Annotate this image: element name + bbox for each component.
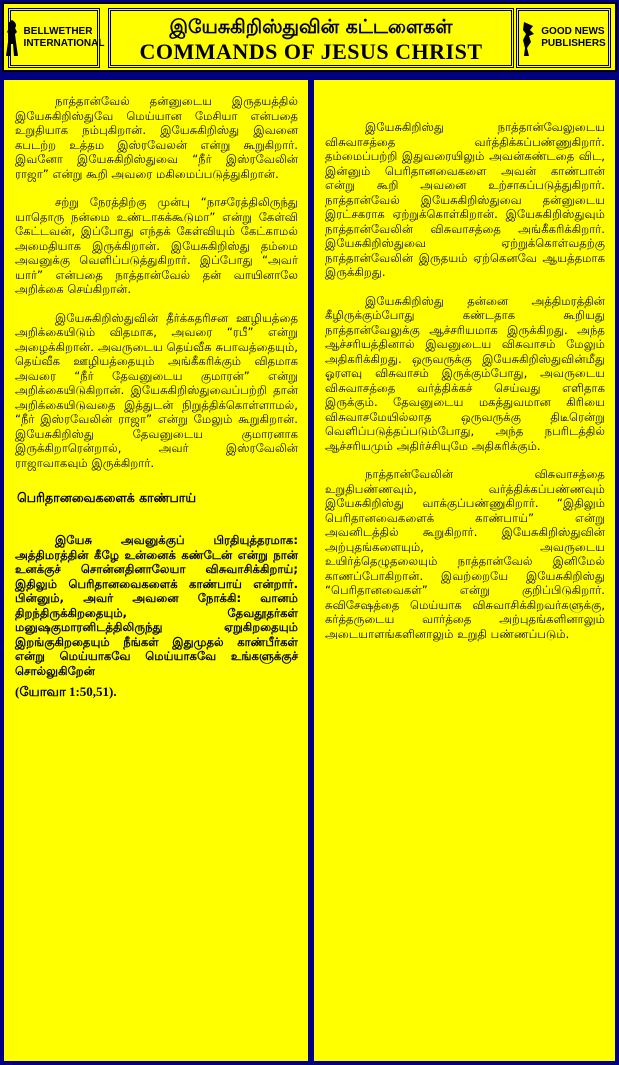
scripture-quote: இயேசு அவனுக்குப் பிரதியுத்தரமாக: அத்திமரத்தின் கீழே உன்னைக் கண்டேன் என்று நான் உனக்குச் சொன்னதினாலேயா விசுவாசிக்கிறாய்; இதிலும் பெரிதானவைகளைக் காண்பாய் என்றார். பின்னும், அவர் அவனை நோக்கி: வானம் திறந்திருக்கிறதையும், தேவதூதர்கள் மனுஷகுமாரனிடத்திலிருந்து ஏறுகிறதையும் இறங்குகிறதையும் நீங்கள் இதுமுதல் காண்பீர்கள் என்று மெய்யாகவே மெய்யாகவே உங்களுக்குச் சொல்லுகிறேன் (15, 533, 298, 678)
logo-left-line1: BELLWETHER (23, 26, 93, 37)
right-paragraph-2: இயேசுகிறிஸ்து தன்னை அத்திமரத்தின் கீழிருக்கும்போது கண்டதாக கூறியது நாத்தான்வேலுக்கு ஆச்சரியமாக இருக்கிறது. அந்த ஆச்சரியத்தினால் இவனுடைய விசுவாசம் மேலும் அதிகரிக்கிறது. ஒருவருக்கு இயேசுகிறிஸ்துவின்மீது ஓரளவு விசுவாசம் இருக்கும்போது, அவருடைய விசுவாசத்தை வர்த்திக்கச் செய்வது எளிதாக இருக்கும். தேவனுடைய மகத்துவமான கிரியை விசுவாசமேயில்லாத ஒருவருக்கு திடீரென்று வெளிப்படுத்தப்படும்போது, அந்த நபரிடத்தில் ஆச்சரியமும் அதிர்ச்சியுமே அதிகரிக்கும். (325, 293, 605, 453)
left-paragraph-1: நாத்தான்வேல் தன்னுடைய இருதயத்தில் இயேசுகிறிஸ்துவே மெய்யான மேசியா என்பதை உறுதியாக நம்புகிறான். இயேசுகிறிஸ்து இவனை கபடற்ற உத்தம இஸ்ரவேலன் என்று கூறுகிறார். இவனோ இயேசுகிறிஸ்துவை “நீர் இஸ்ரவேலின் ராஜா” என்று கூறி அவரை மகிமைப்படுத்துகிறான். (15, 94, 298, 181)
left-paragraph-3: இயேசுகிறிஸ்துவின் தீர்க்கதரிசன ஊழியத்தை அறிக்கையிடும் விதமாக, அவரை “ரபீ” என்று அழைக்கிறான். அவருடைய தெய்வீக சுபாவத்தையும், தெய்வீக ஊழியத்தையும் அங்கீகரிக்கும் விதமாக அவரை “நீர் தேவனுடைய குமாரன்” என்று அறிக்கையிடுகிறான். இயேசுகிறிஸ்துவைப்பற்றி தான் அறிக்கையிடுவதை இத்துடன் நிறுத்திக்கொள்ளாமல், “நீர் இஸ்ரவேலின் ராஜா” என்று மேலும் கூறுகிறான். இயேசுகிறிஸ்து தேவனுடைய குமாரனாக இருக்கிறாரென்றால், அவர் இஸ்ரவேலின் ராஜாவாகவும் இருக்கிறார். (15, 310, 298, 470)
left-column (4, 80, 308, 1061)
title-box (108, 8, 514, 68)
left-paragraph-2: சற்று நேரத்திற்கு முன்பு “நாசரேத்திலிருந்து யாதொரு நன்மை உண்டாகக்கூடுமா” என்று கேள்வி கேட்டவன், இப்போது எந்தக் கேள்வியும் கேட்காமல் அமைதியாக இருக்கிறான். இயேசுகிறிஸ்து தம்மை அவனுக்கு வெளிப்படுத்துகிறார். இப்போது “அவர் யார்” என்பதை நாத்தான்வேல் தன் வாயினாலே அறிக்கை செய்கிறான். (15, 195, 298, 296)
right-paragraph-3: நாத்தான்வேலின் விசுவாசத்தை உறுதிபண்ணவும், வர்த்திக்கப்பண்ணவும் இயேசுகிறிஸ்து வாக்குப்பண்ணுகிறார். “இதிலும் பெரிதானவைகளைக் காண்பாய்” என்று அவனிடத்தில் கூறுகிறார். இயேசுகிறிஸ்துவின் அற்புதங்களையும், அவருடைய உயிர்த்தெழுதலையும் நாத்தான்வேல் இனிமேல் காணப்போகிறான். இவற்றையே இயேசுகிறிஸ்து “பெரிதானவைகள்” என்று குறிப்பிடுகிறார். சுவிசேஷத்தை மெய்யாக விசுவாசிக்கிறவர்களுக்கு, கர்த்தருடைய வார்த்தை அற்புதங்களினாலும் அடையாளங்களினாலும் உறுதி பண்ணப்படும். (325, 467, 605, 641)
title-tamil: இயேசுகிறிஸ்துவின் கட்டளைகள் (169, 16, 453, 38)
logo-left-line2: INTERNATIONAL (23, 38, 105, 49)
right-column (314, 80, 615, 1061)
page-header (2, 2, 617, 72)
title-english: COMMANDS OF JESUS CHRIST (139, 39, 483, 64)
right-paragraph-1: இயேசுகிறிஸ்து நாத்தான்வேலுடைய விசுவாசத்தை வர்த்திக்கப்பண்ணுகிறார். தம்மைப்பற்றி இதுவரையிலும் அவன்கண்டதை விட, இன்னும் பெரிதானவைகளை அவன் காண்பான் என்று கூறி அவனை உற்சாகப்படுத்துகிறார். நாத்தான்வேல் இயேசுகிறிஸ்துவை தன்னுடைய இரட்சகராக ஏற்றுக்கொள்கிறான். இயேசுகிறிஸ்துவும் நாத்தான்வேலின் விசுவாசத்தை அங்கீகரிக்கிறார். இயேசுகிறிஸ்துவை ஏற்றுக்கொள்வதற்கு நாத்தான்வேலின் இருதயம் ஏற்கெனவே ஆயத்தமாக இருக்கிறது. (325, 120, 605, 279)
good-news-logo-text (541, 26, 605, 50)
good-news-logo (516, 8, 611, 68)
bellwether-logo-text (24, 26, 105, 50)
scripture-reference: (யோவா 1:50,51). (15, 684, 117, 699)
logo-right-line1: GOOD NEWS (541, 26, 605, 37)
bellwether-logo (8, 8, 105, 68)
bird-figure-icon (521, 18, 537, 58)
logo-right-line2: PUBLISHERS (541, 38, 606, 49)
section-heading: பெரிதானவைகளைக் காண்பாய் (17, 490, 197, 505)
ram-figure-icon (4, 18, 20, 58)
